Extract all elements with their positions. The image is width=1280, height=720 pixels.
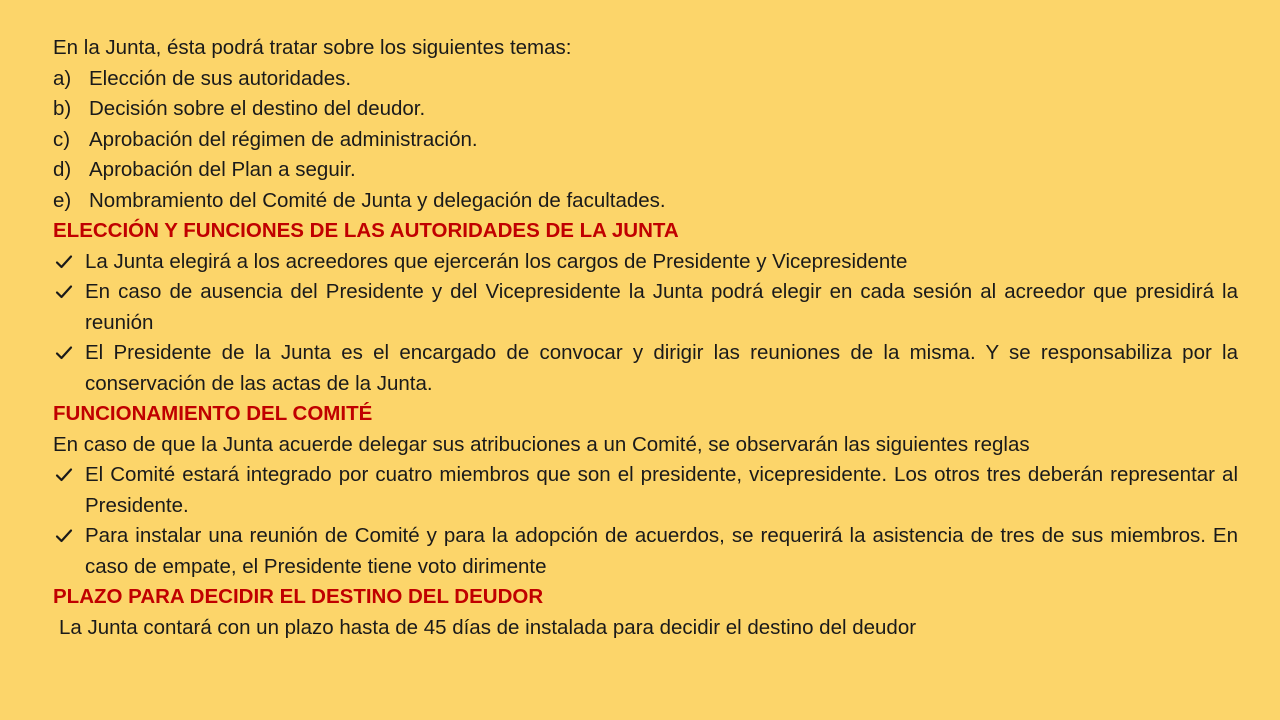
intro-text: En la Junta, ésta podrá tratar sobre los siguientes temas:: [53, 36, 572, 59]
checkmark-icon: [53, 521, 85, 551]
checkmark-icon: [53, 338, 85, 368]
list-marker: c): [53, 127, 71, 151]
list-item: [53, 94, 1238, 125]
list-marker: b): [53, 97, 72, 120]
section-heading-elections: ELECCIÓN Y FUNCIONES DE LAS AUTORIDADES DE LA JUNTA: [53, 219, 679, 242]
bullet-item: [53, 521, 1238, 582]
topics-list: [53, 64, 1238, 217]
deadline-text: La Junta contará con un plazo hasta de 45 días de instalada para decidir el destino del deudor: [59, 615, 917, 639]
checkmark-icon: [53, 460, 85, 490]
bullet-text: El Comité estará integrado por cuatro miembros que son el presidente, vicepresidente. Los otros tres deberán representar al Presidente.: [85, 463, 1238, 517]
checkmark-icon: [53, 247, 85, 277]
bullet-item: [53, 338, 1238, 399]
section-heading-committee: FUNCIONAMIENTO DEL COMITÉ: [53, 402, 373, 425]
list-marker: a): [53, 66, 72, 90]
committee-intro-text: En caso de que la Junta acuerde delegar sus atribuciones a un Comité, se observarán las siguientes reglas: [53, 432, 1030, 456]
bullet-text: El Presidente de la Junta es el encargado de convocar y dirigir las reuniones de la misma. Y se responsabiliza por la conservación de las actas de la Junta.: [85, 341, 1238, 395]
bullet-item: [53, 277, 1238, 338]
bullet-text: En caso de ausencia del Presidente y del Vicepresidente la Junta podrá elegir en cada sesión al acreedor que presidirá la reunión: [85, 280, 1238, 334]
list-marker: d): [53, 158, 72, 181]
list-item: [53, 64, 1238, 95]
list-item-text: Elección de sus autoridades.: [89, 66, 352, 90]
list-item: [53, 155, 1238, 186]
list-item-text: Nombramiento del Comité de Junta y delegación de facultades.: [89, 188, 666, 212]
section-heading-deadline: PLAZO PARA DECIDIR EL DESTINO DEL DEUDOR: [53, 585, 544, 608]
checkmark-icon: [53, 277, 85, 307]
bullet-item: [53, 460, 1238, 521]
list-marker: e): [53, 188, 72, 212]
list-item: [53, 186, 1238, 217]
list-item: [53, 125, 1238, 156]
list-item-text: Decisión sobre el destino del deudor.: [89, 97, 426, 120]
bullet-item: [53, 247, 1238, 278]
bullet-text: Para instalar una reunión de Comité y para la adopción de acuerdos, se requerirá la asistencia de tres de sus miembros. En caso de empate, el Presidente tiene voto dirimente: [85, 524, 1238, 578]
bullet-text: La Junta elegirá a los acreedores que ejercerán los cargos de Presidente y Vicepresidente: [85, 249, 908, 273]
list-item-text: Aprobación del Plan a seguir.: [89, 158, 356, 181]
list-item-text: Aprobación del régimen de administración.: [89, 127, 478, 151]
